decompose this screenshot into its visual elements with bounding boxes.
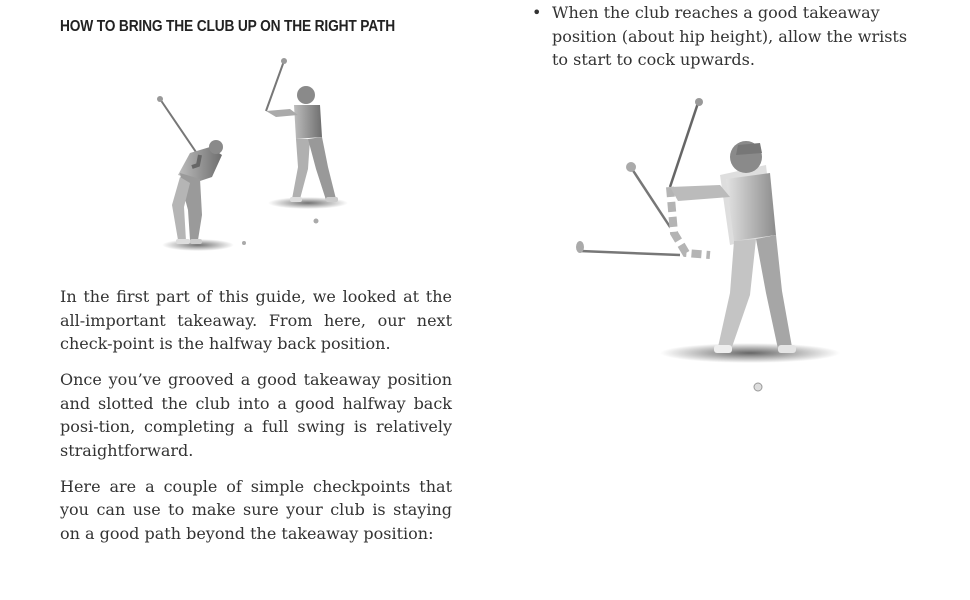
section-heading: HOW TO BRING THE CLUB UP ON THE RIGHT PATH xyxy=(60,18,395,35)
body-text xyxy=(60,285,452,558)
paragraph: Once you’ve grooved a good takeaway position and slotted the club into a good halfway back posi-tion, completing a full swing is relatively straightforward. xyxy=(60,370,452,460)
list-item-text: When the club reaches a good takeaway position (about hip height), allow the wrists to start to cock upwards. xyxy=(552,3,908,69)
paragraph: Here are a couple of simple checkpoints that you can use to make sure your club is staying on a good path beyond the takeaway position: xyxy=(60,476,452,543)
checkpoint-list xyxy=(532,1,912,72)
wrist-cock-swing-sequence-illustration xyxy=(570,95,850,400)
list-item xyxy=(532,1,912,72)
golfer-front-figure xyxy=(157,96,246,251)
paragraph: In the first part of this guide, we looked at the all-important takeaway. From here, our next check-point is the halfway back position. xyxy=(60,287,452,353)
golfers-halfway-back-illustration xyxy=(140,55,370,260)
golfer-side-figure xyxy=(266,58,348,224)
bullet-marker: • xyxy=(532,3,542,22)
